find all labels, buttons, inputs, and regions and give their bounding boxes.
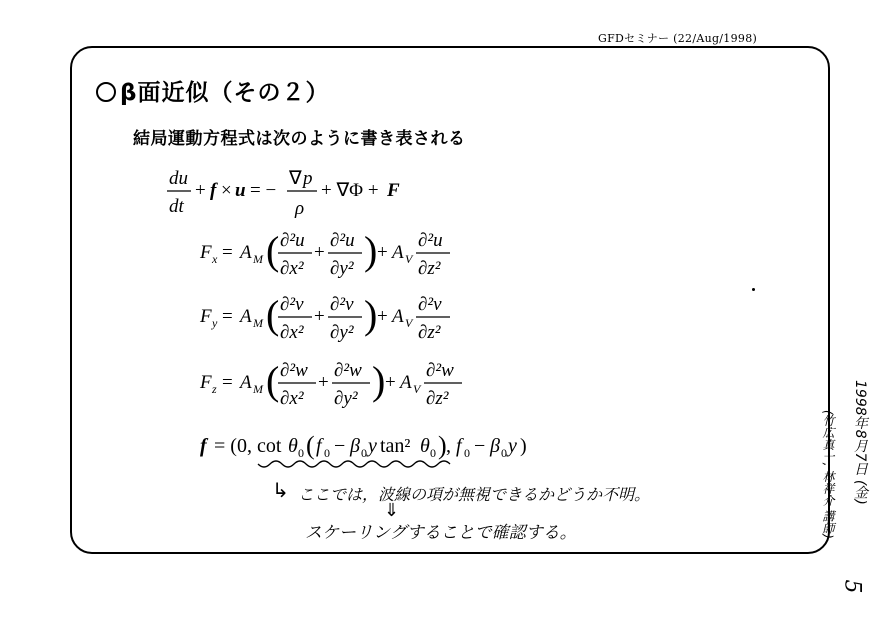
svg-text:(: ( [266,358,280,403]
equation-momentum [165,166,425,222]
svg-text:f: f [316,435,322,457]
svg-text:F: F [200,242,212,263]
svg-text:y: y [368,435,377,457]
svg-text:f: f [210,180,217,201]
svg-text:θ: θ [288,435,298,457]
svg-text:=: = [222,372,233,393]
equation-momentum-svg [165,166,425,222]
svg-text:+: + [377,306,388,327]
svg-text:+: + [195,180,206,201]
svg-text:0: 0 [464,446,470,460]
svg-text:F: F [387,180,400,201]
svg-text:∂y²: ∂y² [330,322,354,343]
svg-text:+: + [385,372,396,393]
svg-text:∂²u: ∂²u [418,230,443,251]
slide-subtitle: 結局運動方程式は次のように書き表される [133,129,466,149]
svg-text:∂z²: ∂z² [418,258,441,279]
svg-text:): ) [364,292,378,337]
svg-text:+: + [377,242,388,263]
header-text: GFDセミナー (22/Aug/1998) [598,32,758,45]
side-note-date: 1998年8月7日 (金) [852,380,868,505]
svg-text:u: u [235,180,246,201]
svg-text:): ) [372,358,386,403]
svg-text:∂²v: ∂²v [330,294,354,315]
equation-fy [200,290,460,350]
svg-text:F: F [200,306,212,327]
svg-text:V: V [405,252,413,266]
svg-text:∂²w: ∂²w [280,360,308,381]
svg-text:0: 0 [324,446,330,460]
stray-dot [752,288,755,291]
svg-text:y: y [212,316,218,330]
svg-text:∂²w: ∂²w [334,360,362,381]
svg-text:): ) [364,228,378,273]
svg-text:∇: ∇ [289,168,302,189]
svg-text:A: A [240,372,252,393]
svg-text:y: y [508,435,517,457]
svg-text:∂x²: ∂x² [280,322,304,343]
svg-text:∂²u: ∂²u [330,230,355,251]
svg-text:∂y²: ∂y² [330,258,354,279]
svg-text:A: A [240,306,252,327]
svg-text:×: × [221,180,232,201]
svg-text:−: − [474,435,486,457]
svg-text:A: A [400,372,412,393]
svg-text:0: 0 [430,446,436,460]
page-number: 5 [839,579,865,594]
svg-text:z: z [212,382,217,396]
note-line-2: スケーリングすることで確認する。 [305,523,577,543]
svg-text:A: A [392,242,404,263]
equation-fy-svg [200,290,460,350]
equation-coriolis [200,428,560,472]
circle-icon [96,82,116,102]
svg-text:A: A [392,306,404,327]
svg-text:= −: = − [250,180,277,201]
svg-text:=: = [222,306,233,327]
svg-text:,: , [446,435,451,457]
svg-text:−: − [334,435,346,457]
svg-text:+ ∇Φ +: + ∇Φ + [321,180,379,201]
svg-text:f: f [456,435,462,457]
equation-coriolis-svg [200,428,560,472]
svg-text:0: 0 [298,446,304,460]
svg-text:∂z²: ∂z² [418,322,441,343]
equation-fz [200,356,470,416]
svg-text:=: = [222,242,233,263]
note-arrow-corner-icon: ↳ [272,478,289,502]
svg-text:= (0, cot: = (0, cot [214,435,282,457]
svg-text:f: f [200,435,207,457]
equation-fx-svg [200,226,460,286]
svg-text:du: du [169,168,188,189]
side-note-lecturer: (竹広真一, 林祥介 講師) [821,410,835,539]
svg-text:(: ( [266,228,280,273]
svg-text:(: ( [306,431,315,460]
svg-text:p: p [303,168,313,189]
down-arrow-icon: ⇓ [384,500,400,521]
svg-text:(: ( [266,292,280,337]
svg-text:∂z²: ∂z² [426,388,449,409]
svg-text:β: β [490,435,500,457]
svg-text:): ) [438,431,447,460]
svg-text:F: F [200,372,212,393]
svg-text:M: M [253,252,263,266]
svg-text:): ) [520,435,527,457]
svg-text:A: A [240,242,252,263]
svg-text:∂y²: ∂y² [334,388,358,409]
svg-text:θ: θ [420,435,430,457]
svg-text:∂²v: ∂²v [280,294,304,315]
svg-text:0: 0 [501,446,507,460]
svg-text:M: M [253,382,263,396]
equation-fz-svg [200,356,470,416]
svg-text:ρ: ρ [295,198,305,219]
svg-text:V: V [405,316,413,330]
svg-text:∂x²: ∂x² [280,388,304,409]
note-line-1: ここでは，波線の項が無視できるかどうか不明。 [298,485,651,504]
equation-fx [200,226,460,286]
svg-text:∂²w: ∂²w [426,360,454,381]
svg-text:0: 0 [361,446,367,460]
slide-title [96,74,329,107]
svg-text:M: M [253,316,263,330]
svg-text:tan²: tan² [380,435,411,457]
svg-text:+: + [314,242,325,263]
svg-text:x: x [212,252,218,266]
svg-text:+: + [318,372,329,393]
wavy-underline [258,461,450,467]
slide-title-text: β面近似（その２） [120,80,330,106]
svg-text:+: + [314,306,325,327]
svg-text:∂x²: ∂x² [280,258,304,279]
svg-text:V: V [413,382,421,396]
svg-text:dt: dt [169,196,184,217]
svg-text:∂²u: ∂²u [280,230,305,251]
svg-text:β: β [350,435,360,457]
svg-text:∂²v: ∂²v [418,294,442,315]
